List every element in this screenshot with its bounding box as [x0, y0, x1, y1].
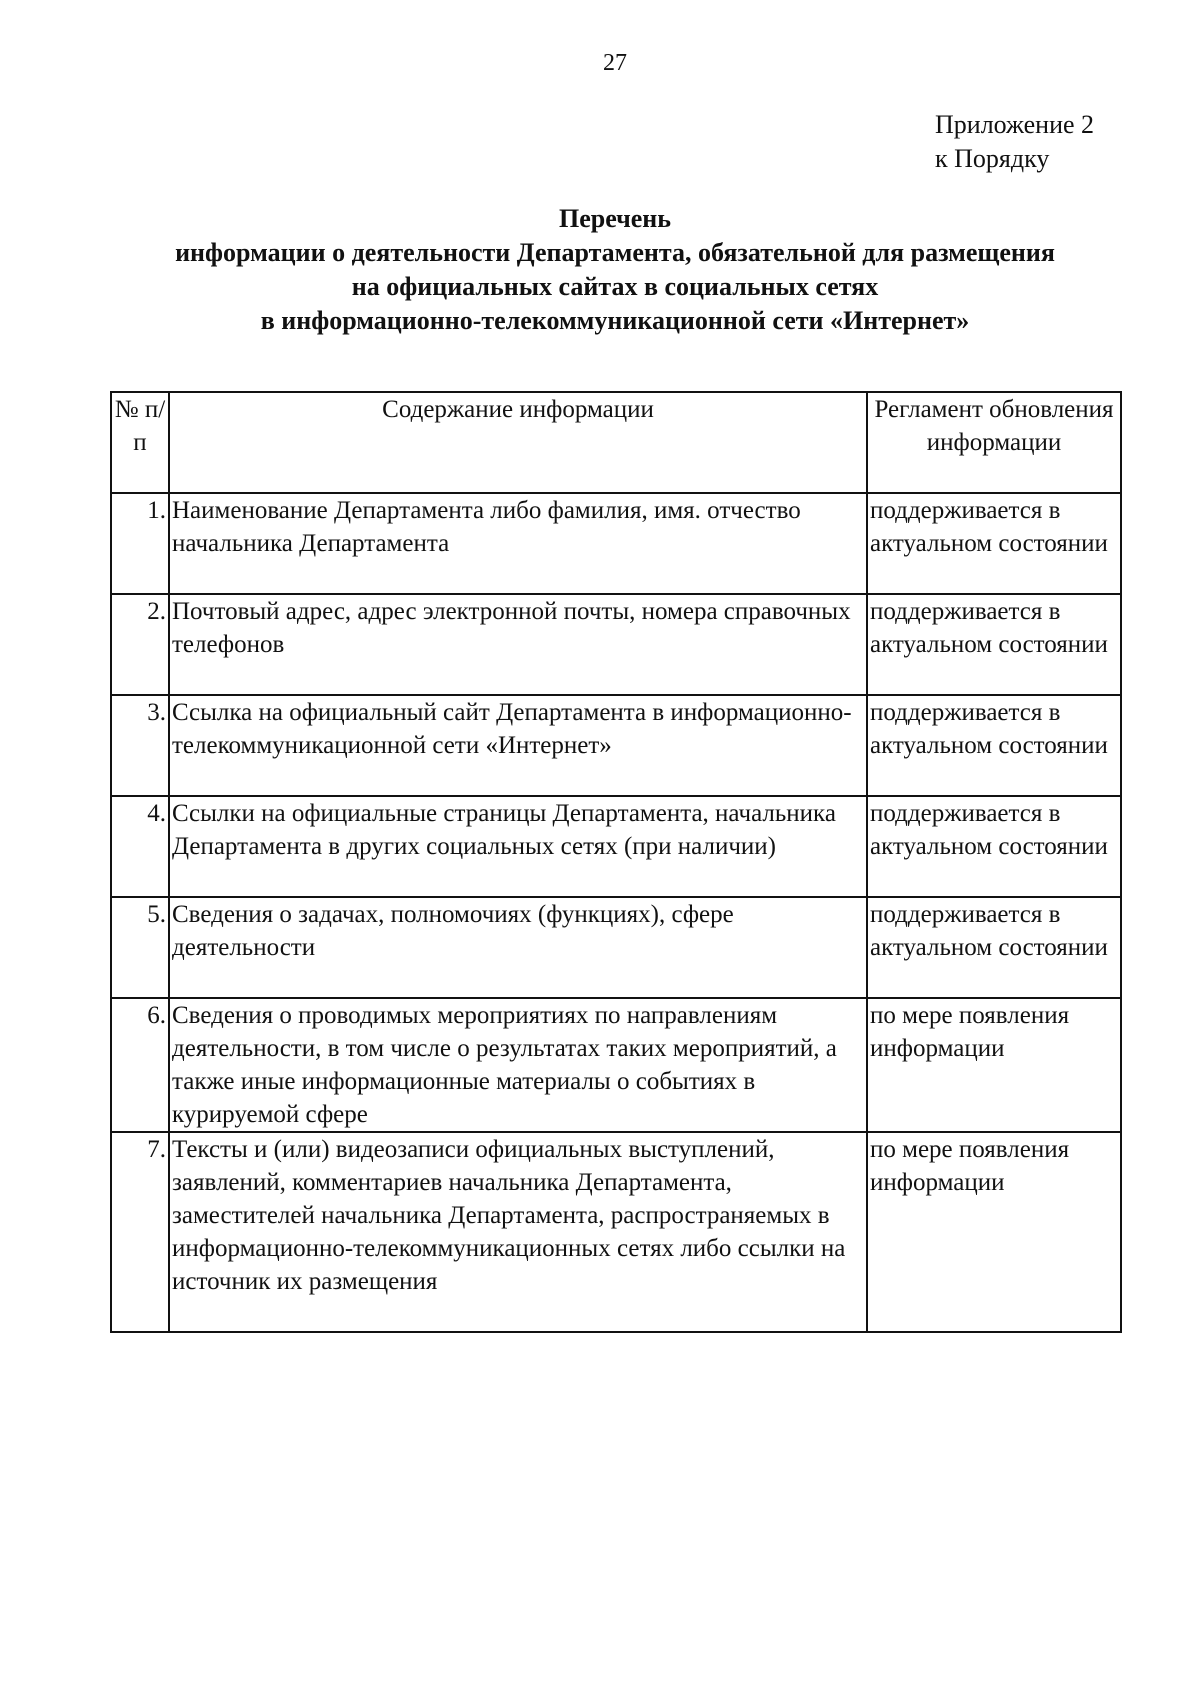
row-content: Сведения о задачах, полномочиях (функциях), сфере деятельности — [169, 897, 867, 998]
row-regulation: поддерживается в актуальном состоянии — [867, 796, 1121, 897]
appendix-line-2: к Порядку — [935, 144, 1050, 173]
table-row — [111, 695, 1121, 796]
row-content: Тексты и (или) видеозаписи официальных выступлений, заявлений, комментариев начальника Департамента, заместителей начальника Департамента, распространяемых в информационно-телекоммуникационных сетях либо ссылки на источник их размещения — [169, 1132, 867, 1332]
title-line-2: информации о деятельности Департамента, обязательной для размещения — [175, 238, 1055, 267]
table-row — [111, 1132, 1121, 1332]
row-number: 3. — [111, 695, 169, 796]
title-line-4: в информационно-телекоммуникационной сети «Интернет» — [260, 306, 970, 335]
row-regulation: поддерживается в актуальном состоянии — [867, 493, 1121, 594]
document-title — [0, 202, 1200, 338]
row-content: Ссылки на официальные страницы Департамента, начальника Департамента в других социальных сетях (при наличии) — [169, 796, 867, 897]
row-regulation: по мере появления информации — [867, 998, 1121, 1132]
row-regulation: поддерживается в актуальном состоянии — [867, 897, 1121, 998]
header-content: Содержание информации — [169, 392, 867, 493]
row-number: 1. — [111, 493, 169, 594]
table-row — [111, 897, 1121, 998]
table-header-row — [111, 392, 1121, 493]
appendix-line-1: Приложение 2 — [935, 110, 1095, 139]
row-number: 4. — [111, 796, 169, 897]
header-number: № п/п — [111, 392, 169, 493]
information-table — [110, 391, 1122, 1333]
row-content: Наименование Департамента либо фамилия, имя. отчество начальника Департамента — [169, 493, 867, 594]
table-row — [111, 998, 1121, 1132]
page-number: 27 — [603, 50, 627, 76]
row-number: 2. — [111, 594, 169, 695]
row-regulation: поддерживается в актуальном состоянии — [867, 594, 1121, 695]
row-content: Ссылка на официальный сайт Департамента в информационно-телекоммуникационной сети «Интернет» — [169, 695, 867, 796]
row-number: 6. — [111, 998, 169, 1132]
table-row — [111, 493, 1121, 594]
row-number: 5. — [111, 897, 169, 998]
row-regulation: поддерживается в актуальном состоянии — [867, 695, 1121, 796]
row-regulation: по мере появления информации — [867, 1132, 1121, 1332]
row-content: Почтовый адрес, адрес электронной почты, номера справочных телефонов — [169, 594, 867, 695]
table-row — [111, 796, 1121, 897]
title-line-3: на официальных сайтах в социальных сетях — [351, 272, 879, 301]
row-content: Сведения о проводимых мероприятиях по направлениям деятельности, в том числе о результатах таких мероприятий, а также иные информационные материалы о событиях в курируемой сфере — [169, 998, 867, 1132]
title-line-1: Перечень — [558, 204, 672, 233]
table-row — [111, 594, 1121, 695]
header-regulation: Регламент обновления информации — [867, 392, 1121, 493]
row-number: 7. — [111, 1132, 169, 1332]
appendix-note — [935, 108, 1094, 176]
